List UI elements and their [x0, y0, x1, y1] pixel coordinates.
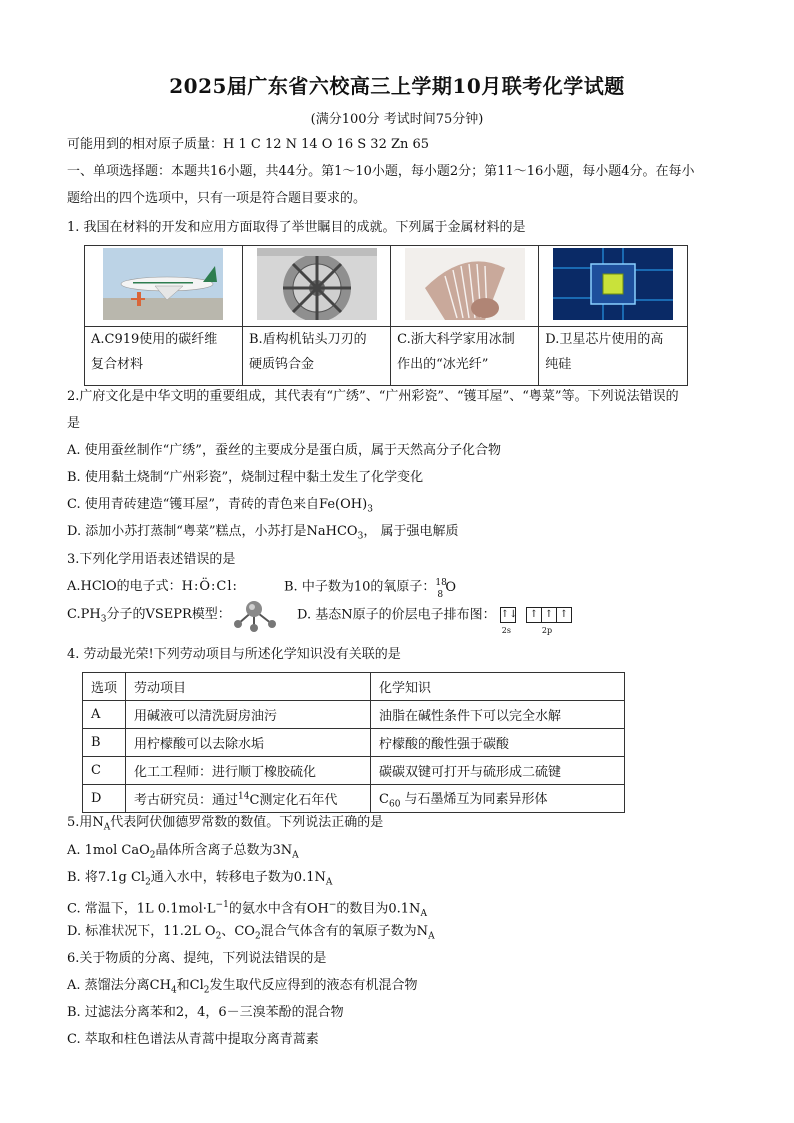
q4-stem: 4. 劳动最光荣!下列劳动项目与所述化学知识没有关联的是 — [67, 647, 401, 662]
q3-option-c-post: 分子的VSEPR模型： — [106, 607, 231, 622]
hclo-electron-formula: H:Ö:Cl: — [181, 579, 238, 594]
q4-row-a-knowledge: 油脂在碱性条件下可以完全水解 — [371, 701, 625, 729]
q5-option-b-sub: 2 — [145, 877, 151, 888]
q5-option-a-sub2: A — [292, 850, 299, 861]
q5-stem — [67, 814, 383, 837]
q2-option-d[interactable] — [67, 523, 458, 546]
q6-option-a-post: 发生取代反应得到的液态有机混合物 — [209, 978, 418, 993]
q2-option-d-text: D. 添加小苏打蒸制“粤菜”糕点，小苏打是NaHCO — [67, 524, 358, 539]
q2-option-b[interactable]: B. 使用黏土烧制“广州彩瓷”，烧制过程中黏土发生了化学变化 — [67, 470, 424, 485]
q5-option-b-sub2: A — [325, 877, 333, 888]
q2-option-c-text: C. 使用青砖建造“镬耳屋”，青砖的青色来自Fe(OH) — [67, 497, 368, 512]
q5-option-a[interactable] — [67, 842, 299, 865]
airplane-photo-icon — [103, 248, 223, 320]
page-title: 2025届广东省六校高三上学期10月联考化学试题 — [169, 74, 625, 98]
q5-option-d-mid2: 混合气体含有的氧原子数为N — [260, 924, 429, 939]
q2-stem-line1: 2.广府文化是中华文明的重要组成，其代表有“广绣”、“广州彩瓷”、“镬耳屋”、“粤菜”等。下列说法错误的 — [67, 389, 679, 404]
atomic-masses: 可能用到的相对原子质量：H 1 C 12 N 14 O 16 S 32 Zn 65 — [67, 137, 430, 152]
q3-option-a-text: A.HClO的电子式： — [67, 579, 182, 594]
q6-option-a-sub2: 2 — [203, 985, 210, 996]
oxygen-isotope-symbol — [435, 578, 457, 600]
orbital-label-2s: 2s — [501, 626, 511, 635]
q1-option-b-line1: B.盾构机钻头刀刃的 — [248, 332, 367, 347]
q1-option-a-line2: 复合材料 — [91, 357, 144, 372]
q4-row-a-task: 用碱液可以清洗厨房油污 — [126, 701, 371, 729]
section-instructions-2: 题给出的四个选项中，只有一项是符合题目要求的。 — [67, 191, 367, 206]
q5-option-c-mid2: 的数目为0.1N — [336, 901, 421, 917]
q5-option-d-sub2: 2 — [254, 931, 261, 942]
q4-row-d-knowledge-sub: 60 — [388, 799, 401, 810]
q5-option-b-pre: B. 将7.1g Cl — [67, 870, 146, 885]
orbital-box-2p-2: ↑ — [541, 607, 557, 623]
q4-row-c-task: 化工工程师：进行顺丁橡胶硫化 — [126, 757, 371, 785]
section-instructions-1: 一、单项选择题：本题共16小题，共44分。第1～10小题，每小题2分；第11～16小题，每小题4分。在每小 — [67, 164, 695, 179]
q3-option-d[interactable] — [297, 606, 572, 635]
q3-option-b[interactable] — [284, 578, 457, 600]
q1-option-b[interactable] — [242, 327, 390, 386]
q4-table — [82, 672, 625, 813]
q1-option-c-image — [391, 246, 539, 327]
orbital-label-2p: 2p — [541, 626, 553, 635]
q4-row-c-option: C — [83, 757, 126, 785]
q5-option-c-sup2: − — [328, 900, 337, 910]
q6-option-a-sub: 4 — [170, 985, 177, 996]
q3-option-b-text: B. 中子数为10的氧原子： — [284, 579, 436, 595]
table-row[interactable] — [83, 757, 625, 785]
isotope-atomic-number: 8 — [437, 590, 444, 600]
q2-option-c-sub: 3 — [367, 504, 373, 515]
q6-option-c[interactable]: C. 萃取和柱色谱法从青蒿中提取分离青蒿素 — [67, 1032, 319, 1047]
q1-option-d-image — [539, 246, 688, 327]
q6-option-a[interactable] — [67, 977, 418, 1000]
q6-option-b[interactable]: B. 过滤法分离苯和2，4，6－三溴苯酚的混合物 — [67, 1005, 344, 1020]
q2-option-c[interactable] — [67, 496, 373, 519]
q2-option-a[interactable]: A. 使用蚕丝制作“广绣”，蚕丝的主要成分是蛋白质，属于天然高分子化合物 — [67, 443, 501, 458]
q6-stem: 6.关于物质的分离、提纯，下列说法错误的是 — [67, 951, 327, 966]
orbital-2p — [526, 606, 572, 635]
q6-option-a-pre: A. 蒸馏法分离CH — [67, 978, 171, 993]
orbital-box-2s: ↑↓ — [500, 607, 516, 623]
q1-option-d-line2: 纯硅 — [545, 357, 572, 372]
isotope-mass-number: 18 — [435, 578, 447, 588]
q4-row-d-knowledge-pre: C — [379, 791, 389, 807]
isotope-element: O — [445, 580, 457, 595]
q4-row-d-task — [126, 785, 371, 813]
table-row[interactable] — [83, 701, 625, 729]
q3-option-d-text: D. 基态N原子的价层电子排布图： — [297, 607, 496, 623]
q5-option-d[interactable] — [67, 923, 435, 946]
q4-header-knowledge: 化学知识 — [371, 673, 625, 701]
q5-option-d-mid: 、CO — [221, 924, 255, 939]
q5-option-a-mid: 晶体所含离子总数为3N — [155, 843, 293, 858]
q4-row-d-task-sup: 14 — [238, 791, 250, 802]
q5-option-c-sub: A — [420, 908, 427, 919]
q1-option-c-line1: C.浙大科学家用冰制 — [397, 332, 515, 347]
q5-stem-post: 代表阿伏伽德罗常数的数值。下列说法正确的是 — [110, 815, 384, 830]
q3-option-c-sub: 3 — [100, 614, 107, 625]
q1-option-a-image — [85, 246, 243, 327]
table-row[interactable] — [83, 785, 625, 813]
orbital-2s — [500, 606, 518, 635]
q5-option-d-sub3: A — [428, 931, 435, 942]
q5-option-b[interactable] — [67, 869, 332, 892]
table-row[interactable] — [83, 729, 625, 757]
q4-row-d-knowledge-post: 与石墨烯互为同素异形体 — [400, 791, 548, 807]
q4-row-a-option: A — [83, 701, 126, 729]
q4-row-b-task: 用柠檬酸可以去除水垢 — [126, 729, 371, 757]
q2-option-d-post: ， 属于强电解质 — [363, 524, 459, 539]
q1-option-d-line1: D.卫星芯片使用的高 — [545, 332, 664, 347]
q4-table-header — [83, 673, 625, 701]
tunnel-boring-machine-photo-icon — [257, 248, 377, 320]
q1-option-b-image — [242, 246, 390, 327]
q5-option-d-sub: 2 — [215, 931, 222, 942]
q3-option-a[interactable] — [67, 578, 238, 596]
q4-row-d-knowledge — [371, 785, 625, 813]
orbital-box-2p-3: ↑ — [556, 607, 572, 623]
q3-option-c[interactable] — [67, 606, 231, 629]
q1-option-d[interactable] — [539, 327, 688, 386]
q4-row-c-knowledge: 碳碳双键可打开与硫形成二硫键 — [371, 757, 625, 785]
q5-option-d-pre: D. 标准状况下，11.2L O — [67, 924, 216, 939]
q6-option-a-mid: 和Cl — [176, 978, 204, 993]
q4-row-d-task-pre: 考古研究员：通过 — [134, 793, 239, 808]
q1-option-c-line2: 作出的“冰光纤” — [397, 357, 489, 372]
q1-option-c[interactable] — [391, 327, 539, 386]
ice-fiber-photo-icon — [405, 248, 525, 320]
vsepr-model-icon — [230, 598, 282, 632]
q3-stem: 3.下列化学用语表述错误的是 — [67, 552, 236, 567]
q5-option-a-pre: A. 1mol CaO — [67, 843, 150, 858]
q1-option-a-line1: A.C919使用的碳纤维 — [91, 332, 218, 347]
q4-header-option: 选项 — [83, 673, 126, 701]
q5-stem-sub: A — [103, 822, 111, 833]
q1-stem: 1. 我国在材料的开发和应用方面取得了举世瞩目的成就。下列属于金属材料的是 — [67, 220, 526, 235]
q1-option-a[interactable] — [85, 327, 243, 386]
q1-options-table — [84, 245, 688, 386]
q5-option-b-mid: 通入水中，转移电子数为0.1N — [150, 870, 326, 885]
q4-row-d-task-post: C测定化石年代 — [249, 793, 338, 808]
q5-option-a-sub: 2 — [149, 850, 156, 861]
q3-option-c-text: C.PH — [67, 607, 101, 622]
chip-photo-icon — [553, 248, 673, 320]
q5-option-c[interactable] — [67, 896, 427, 923]
q4-row-b-knowledge: 柠檬酸的酸性强于碳酸 — [371, 729, 625, 757]
q2-option-d-sub: 3 — [357, 531, 364, 542]
q5-stem-pre: 5.用N — [67, 815, 104, 830]
q4-row-b-option: B — [83, 729, 126, 757]
page-subtitle: (满分100分 考试时间75分钟) — [310, 112, 484, 127]
q5-option-c-pre: C. 常温下，1L 0.1mol·L — [67, 901, 216, 917]
q5-option-c-sup: −1 — [215, 900, 229, 910]
orbital-box-2p-1: ↑ — [526, 607, 542, 623]
q2-stem-line2: 是 — [67, 416, 81, 431]
q1-option-b-line2: 硬质钨合金 — [248, 357, 314, 372]
q5-option-c-mid: 的氨水中含有OH — [228, 901, 329, 917]
q4-header-task: 劳动项目 — [126, 673, 371, 701]
q4-row-d-option: D — [83, 785, 126, 813]
